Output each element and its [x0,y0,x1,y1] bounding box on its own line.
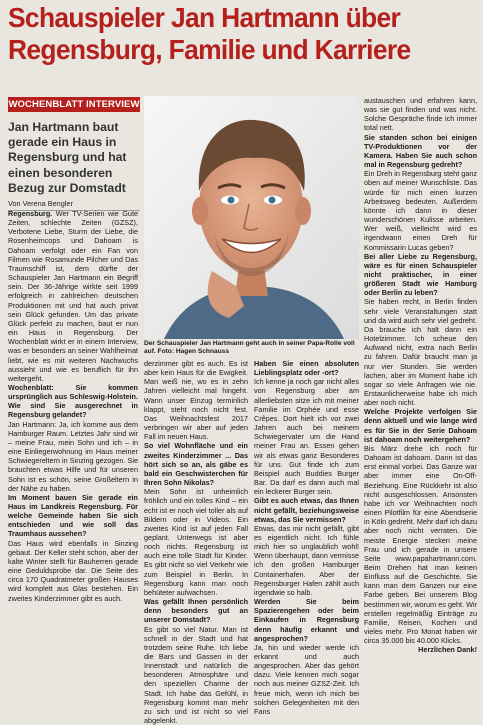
interview-question [144,441,248,487]
text-column-4 [364,96,477,690]
paragraph-text: Bei aller Liebe zu Regensburg, wäre es für einen Schauspieler nicht praktischer, in einer größeren Stadt wie Hamburg oder Berlin zu leben? [364,251,477,298]
paragraph-text: derzimmer gibt es auch. Es ist aber kein Haus für die Ewigkeit. Man weiß nie, wo es in zehn Jahren vielleicht mal hingeht. Wann unser Einzug terminlich klappt, steht noch nicht fest. Das Weihnachtsfest 2017 verbringen wir aber auf jeden Fall im neuen Haus. [144,359,248,442]
byline: Von Verena Bengler [8,199,140,211]
interview-paragraph [8,539,138,603]
interview-question [8,383,138,420]
paragraph-text: Jan Hartmann: Ja, ich komme aus dem Hamburger Raum. Letztes Jahr sind wir – meine Frau, mein Sohn und ich – in eine Einliegerwohnung im Haus meiner Schwiegereltern in Sinzing gezogen. Sie brauchten etwas Hilfe und für unseren Sohn ist es schön, seine Großeltern in der Nähe zu haben. [8,419,138,493]
interview-question [364,407,477,444]
interview-paragraph [364,297,477,407]
text-column-2 [144,359,248,725]
interview-question [364,133,477,170]
paragraph-text: Wer TV-Serien wie Gute Zeiten, schlechte Zeiten (GZSZ), Verbotene Liebe, Sturm der Liebe, die Rosenheimcops und Dahoam is Dahoam verfolgt oder ein Fan von Filmen wie Rosamunde Pilcher und Das Traumschiff ist, dem dürfte der Schauspieler Jan Hartmann ein Begriff sein. Der 36-Jährige wirkte seit 1999 erfolgreich in zahlreichen deutschen Produktionen mit und hat auch privat sein Glück gefunden. Um das private Glück perfekt zu machen, baut er nun ein Haus in Regensburg. Der Wochenblatt wirkt er in einem Interview, was er besonders an seiner Wahlheimat liebt, wie es mit weiteren Nachwuchs aussieht und wie es beruflich für ihn weitergeht. [8,209,138,383]
article-lead: Jan Hartmann baut gerade ein Haus in Regensburg und hat einen besonderen Bezug zur Domstadt [8,120,127,195]
interview-paragraph [144,625,248,725]
interview-paragraph [254,643,359,716]
dateline: Regensburg. [8,209,53,218]
portrait-photo-illustration [144,96,359,339]
paragraph-text: Werden Sie beim Spazierengehen oder beim Einkaufen in Regensburg denn häufig erkannt und angesprochen? [254,597,359,643]
closing-line [364,645,477,654]
interview-paragraph [364,444,477,645]
text-column-3 [254,359,359,716]
interview-question [364,252,477,298]
paragraph-text: Haben Sie einen absoluten Lieblingsplatz oder -ort? [254,359,359,378]
section-label: WOCHENBLATT INTERVIEW [8,99,140,110]
paragraph-text: Ja, hin und wieder werde ich erkannt und auch angesprochen. Aber das gehört dazu. Viele kennen mich sogar noch aus meiner GZSZ-Zeit. Ich freue mich, wenn ich mich bei solchen Gelegenheiten mit den Fans [254,642,359,716]
interview-paragraph [8,209,138,383]
interview-paragraph [254,524,359,597]
paragraph-text: Wochenblatt: Sie kommen ursprünglich aus Schleswig-Holstein. Wie sind Sie ausgerechnet in Regensburg gelandet? [8,382,138,420]
paragraph-text: Ich kenne ja noch gar nicht alles von Regensburg aber am allerliebsten sitze ich mit meiner Familie im Orphée und esse Crêpes. Dort hielt ich vor zwei Jahren auch bei meinem Schwiegervater um die Hand meiner Frau an. Essen gehen wir als etwas ganz Besonderes für uns. Gut finde ich zum Beispiel auch Buddies Burger Bar. Da darf es dann auch mal ein leckerer Burger sein. [254,377,359,497]
paragraph-text: Sie standen schon bei einigen TV-Produktionen vor der Kamera. Haben Sie auch schon mal in Regensburg gedreht? [364,132,477,170]
paragraph-text: Ein Dreh in Regensburg steht ganz oben auf meiner Wunschliste. Das würde für mich einen kurzen Arbeitsweg bedeuten. Außerdem könnte ich dann in dieser wunderschönen Kulisse arbeiten. Wer weiß, vielleicht wird es irgendwann einen Dreh für Kommissarin Lucas geben? [364,169,477,252]
paragraph-text: Mein Sohn ist unheimlich fröhlich und ein tolles Kind – ein echt ist er noch viel toller als auf Bildern oder in Videos. Ein zweites Kind ist auf jeden Fall geplant. Unterwegs ist aber noch nichts. Regensburg ist auch eine tolle Stadt für Kinder. Es gibt nicht so viel Verkehr wie zum Beispiel in Berlin. In Regensburg kann man noch behüteter aufwachsen. [144,487,248,597]
paragraph-text: So viel Wohnfläche und ein zweites Kinderzimmer ... Das hört sich so an, als gäbe es bald ein Geschwisterchen für Ihren Sohn Nikolas? [144,441,248,488]
paragraph-text: austauschen und erfahren kann, was sie gut finden und was nicht. Solche Gespräche finde ich immer total nett. [364,96,477,133]
paragraph-text: Was gefällt Ihnen persönlich denn besonders gut an unserer Domstadt? [144,597,248,625]
interview-paragraph [364,169,477,251]
text-column-1 [8,209,138,690]
paragraph-text: Welche Projekte verfolgen Sie denn aktuell und wie lange wird es für Sie in der Serie Dahoam ist dahoam noch weitergehen? [364,407,477,444]
interview-paragraph [254,377,359,496]
paragraph-text: Sie haben recht, in Berlin finden sehr viele Veranstaltungen statt und da wird auch sehr viel gedreht. Da brauche ich halt dann ein Hotelzimmer. Ich scheue den Aufwand nicht, extra nach Berlin zu fahren. Dafür braucht man ja nur vier Stunden. Sie werden lachen, aber im Moment habe ich sogar so viele Anfragen wie nie. Erstaunlicherweise habe ich mich aber noch nicht. [364,297,477,408]
interview-paragraph [144,359,248,441]
interview-question [144,597,248,624]
interview-question [8,493,138,539]
paragraph-text: Herzlichen Dank! [418,645,477,655]
interview-question [254,597,359,643]
interview-question [254,359,359,377]
interview-paragraph [364,96,477,133]
paragraph-text: Es gibt so viel Natur. Man ist schnell in der Stadt und hat trotzdem seine Ruhe. Ich liebe die Bars und Gassen in der Innenstadt und natürlich die besonderen Atmosphäre und den speziellen Charme der Stadt. Ich habe das Gefühl, in Regensburg kommt man mehr zu sich und ist nicht so viel abgelenkt. [144,624,248,725]
paragraph-text: Das Haus wird ebenfalls in Sinzing gebaut. Der Keller steht schon, aber der kalte Winter stellt für Bauherren gerade eine Geduldsprobe dar. Die Seite des circa 170 Quadratmeter großen Hauses wird komplett aus Glas bestehen. Ein zweites Kinderzimmer gibt es auch. [8,538,138,603]
article-photo [144,96,359,339]
paragraph-text: Bis März drehe ich noch für Dahoam ist dahoam. Dann ist das erst einmal vorbei. Das Ganze war aber immer eine On-Off-Beziehung. Eine Rückkehr ist also nicht ausgeschlossen. Ansonsten habe ich vor Weihnachten noch einen Pilotfilm für eine Abendserie in Köln gedreht. Mehr darf ich dazu aber noch nicht verraten. Die meiste Energie stecken meine Frau und ich gerade in unsere Seite www.papahartmann.com. Beim Drehen hat man keinen Einfluss auf die Geschichte. Sie kann man dem Ganzen nur eine Farbe geben. Bei unserem Blog bestimmen wir, worum es geht. Wir erstellen regelmäßig Einträge zu Familie, Reisen, Kochen und vieles mehr. Pro Monat haben wir circa 35.000 bis 40.000 Klicks. [364,443,477,646]
photo-caption: Der Schauspieler Jan Hartmann geht auch in seiner Papa-Rolle voll auf. Foto: Hagen Schnauss [144,340,355,355]
interview-question [254,496,359,523]
article-headline: Schauspieler Jan Hartmann über Regensburg, Familie und Karriere [8,2,411,65]
interview-paragraph [144,487,248,597]
paragraph-text: Im Moment bauen Sie gerade ein Haus im Landkreis Regensburg. Für welche Gemeinde haben Sie sich entschieden und wie soll das Traumhaus aussehen? [8,492,138,539]
interview-paragraph [8,420,138,493]
paragraph-text: Gibt es auch etwas, das Ihnen nicht gefällt, beziehungsweise etwas, das Sie vermissen? [254,496,359,524]
paragraph-text: Etwas, das mir nicht gefällt, gibt es eigentlich nicht. Ich fühle mich hier so unglaublich wohl! Wenn überhaupt, dann vermisse ich den großen Hamburger Containerhafen. Aber der Regensburger Hafen zählt auch irgendwie so halb. [254,523,359,597]
